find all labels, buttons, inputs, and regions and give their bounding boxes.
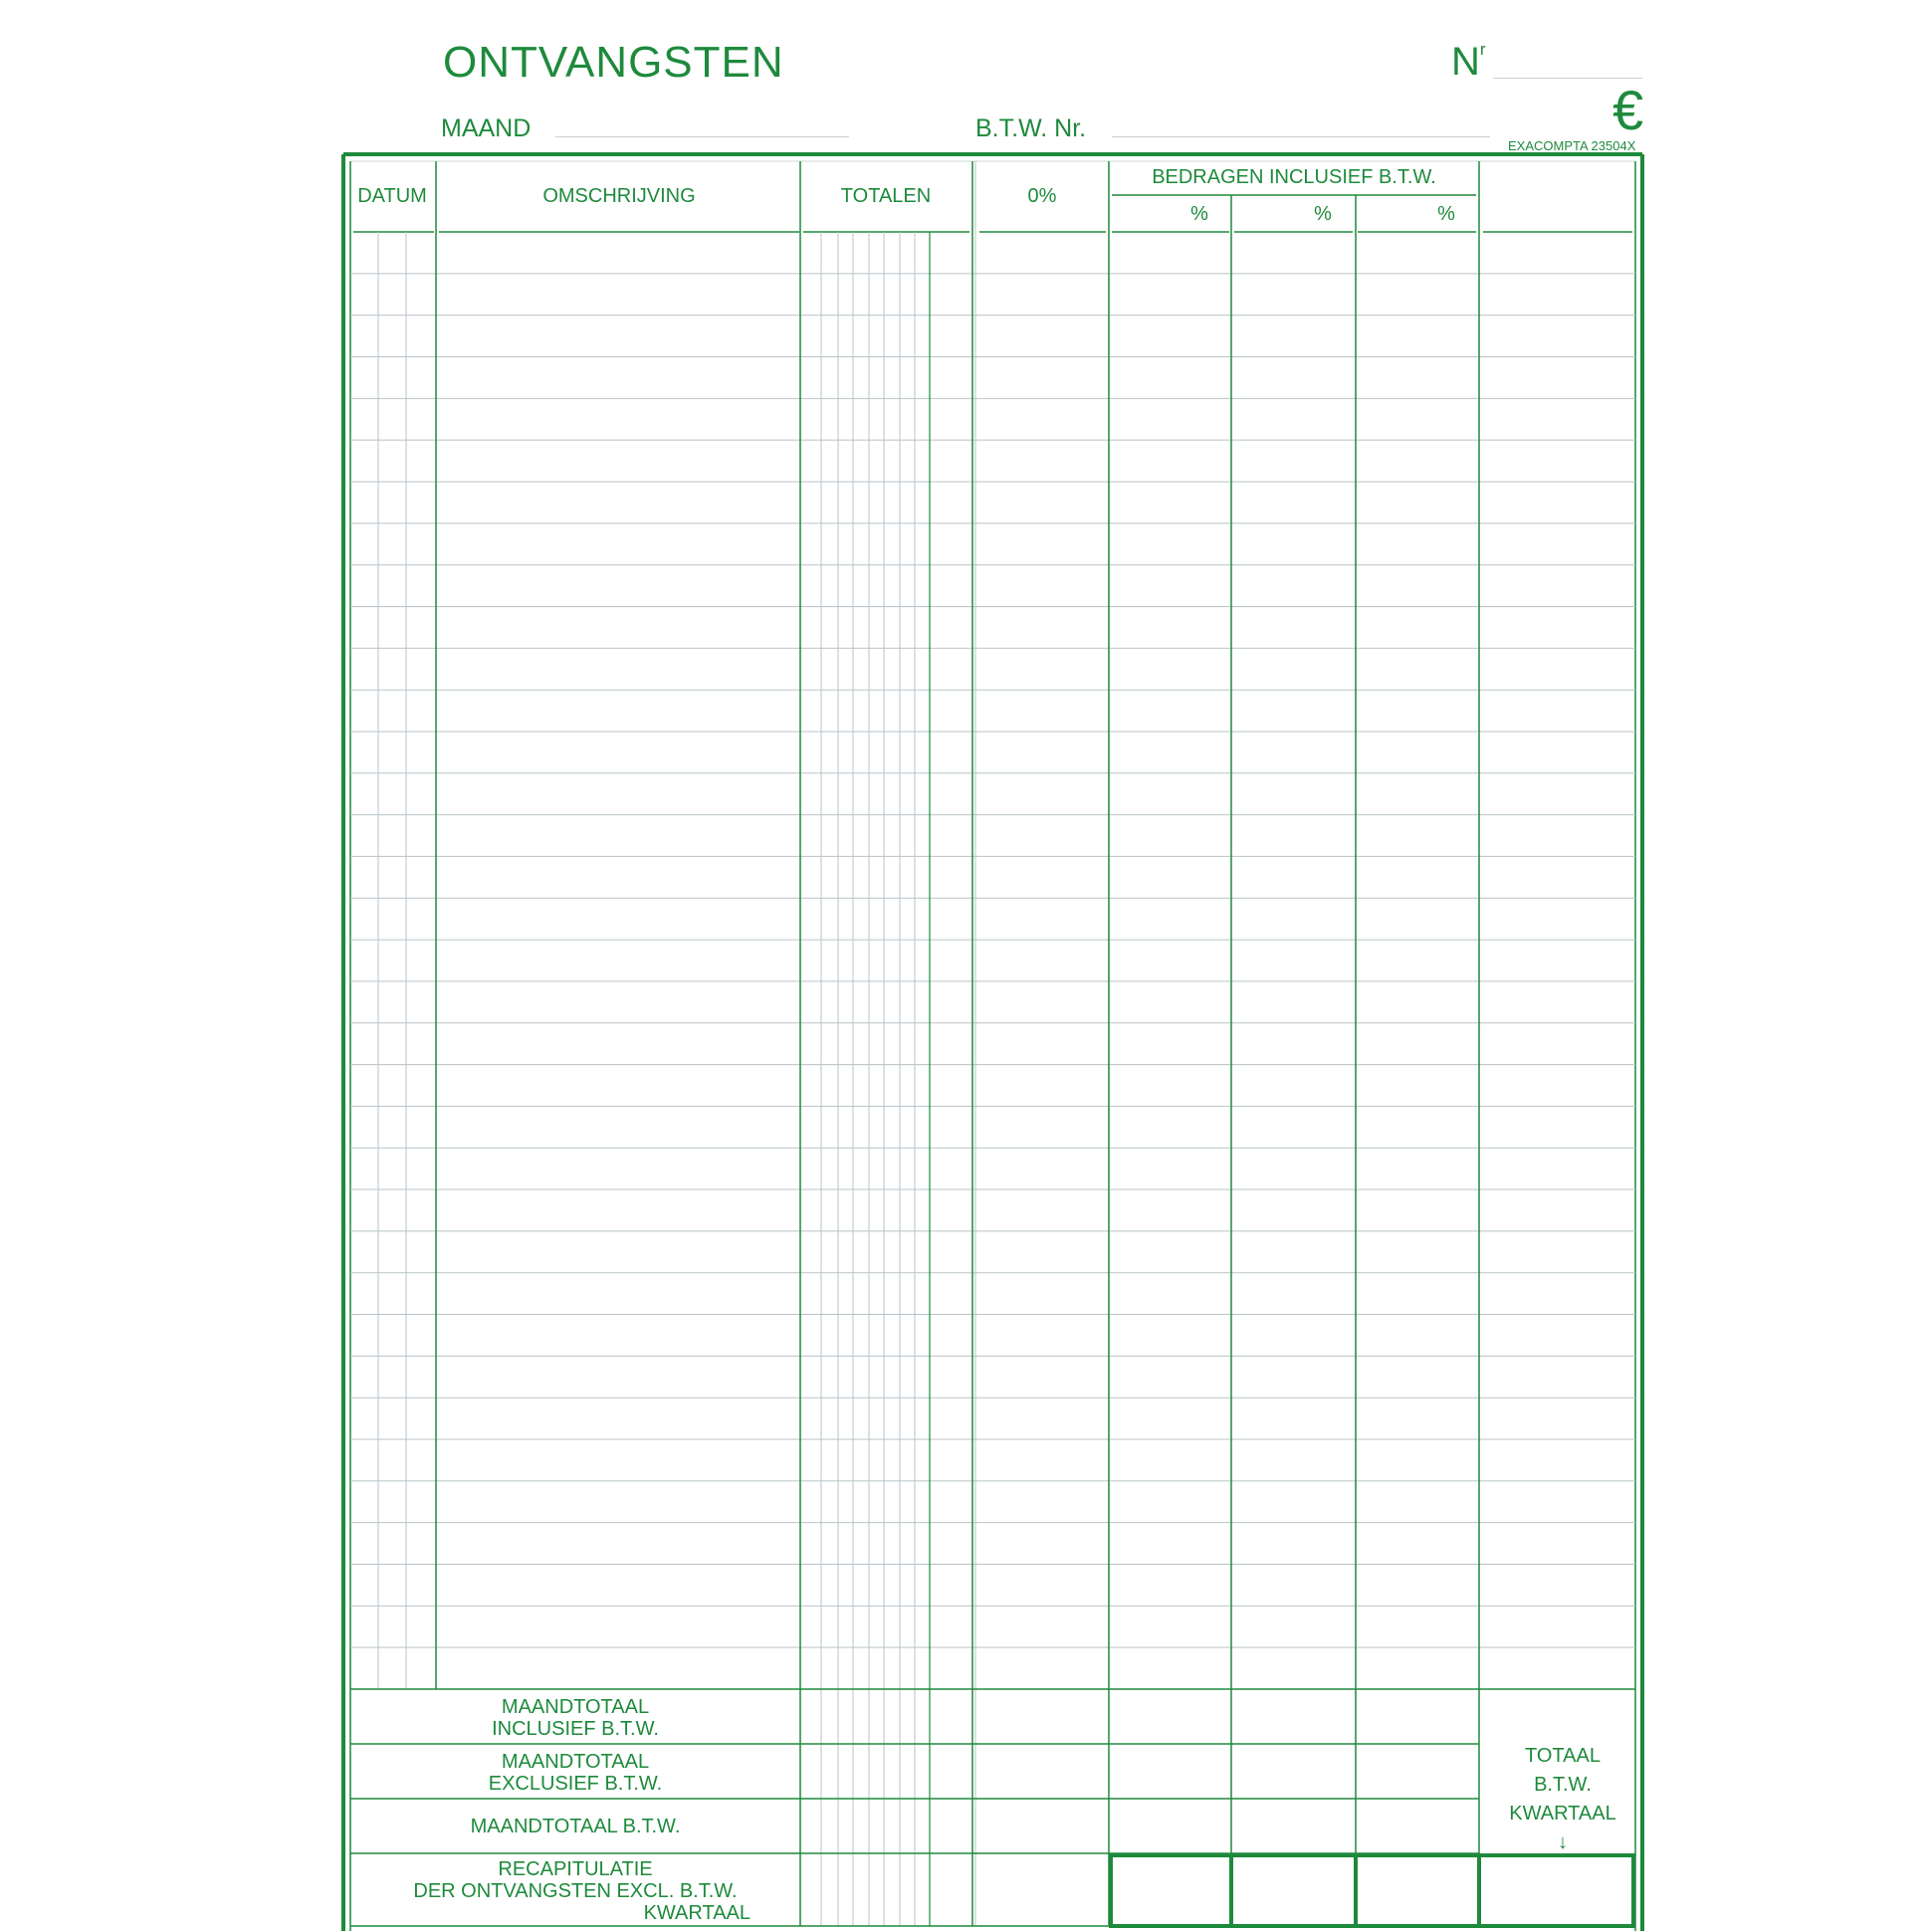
footer-month-total-excl — [350, 1751, 800, 1795]
footer-recap — [350, 1858, 800, 1924]
arrow-down-icon: ↓ — [1558, 1831, 1568, 1853]
vat-number-label: B.T.W. Nr. — [975, 114, 1087, 142]
recap-box — [1111, 1855, 1633, 1926]
col-totalen: TOTALEN — [840, 185, 932, 207]
page-title: ONTVANGSTEN — [443, 38, 784, 87]
col-bedragen: BEDRAGEN INCLUSIEF B.T.W. — [1152, 166, 1436, 188]
footer-month-total-vat: MAANDTOTAAL B.T.W. — [470, 1816, 681, 1837]
col-pct-1: % — [1190, 203, 1208, 225]
footer-recap-line1: RECAPITULATIE — [498, 1858, 653, 1880]
col-zero-pct: 0% — [1027, 185, 1057, 207]
number-label-sup: r — [1479, 40, 1486, 59]
total-vat-quarter-line2: B.T.W. — [1534, 1774, 1592, 1796]
total-vat-quarter-box — [1488, 1742, 1637, 1857]
footer-month-total-excl-line1: MAANDTOTAAL — [501, 1751, 650, 1773]
euro-icon: € — [1612, 79, 1644, 141]
footer-month-total-incl-line2: INCLUSIEF B.T.W. — [492, 1718, 659, 1740]
footer-month-total-incl — [350, 1696, 800, 1740]
brand-code: EXACOMPTA 23504X — [1508, 138, 1636, 153]
footer-recap-line3: KWARTAAL — [643, 1902, 751, 1924]
footer-month-total-incl-line1: MAANDTOTAAL — [501, 1696, 650, 1718]
col-datum: DATUM — [357, 185, 427, 207]
col-pct-3: % — [1437, 203, 1455, 225]
number-label-text: N — [1451, 40, 1480, 84]
total-vat-quarter-line3: KWARTAAL — [1509, 1803, 1616, 1825]
total-vat-quarter-line1: TOTAAL — [1525, 1745, 1601, 1767]
col-omschrijving: OMSCHRIJVING — [542, 185, 696, 207]
month-label: MAAND — [441, 114, 532, 142]
col-pct-2: % — [1314, 203, 1332, 225]
footer-month-total-excl-line2: EXCLUSIEF B.T.W. — [488, 1773, 663, 1795]
footer-recap-line2: DER ONTVANGSTEN EXCL. B.T.W. — [413, 1880, 738, 1902]
